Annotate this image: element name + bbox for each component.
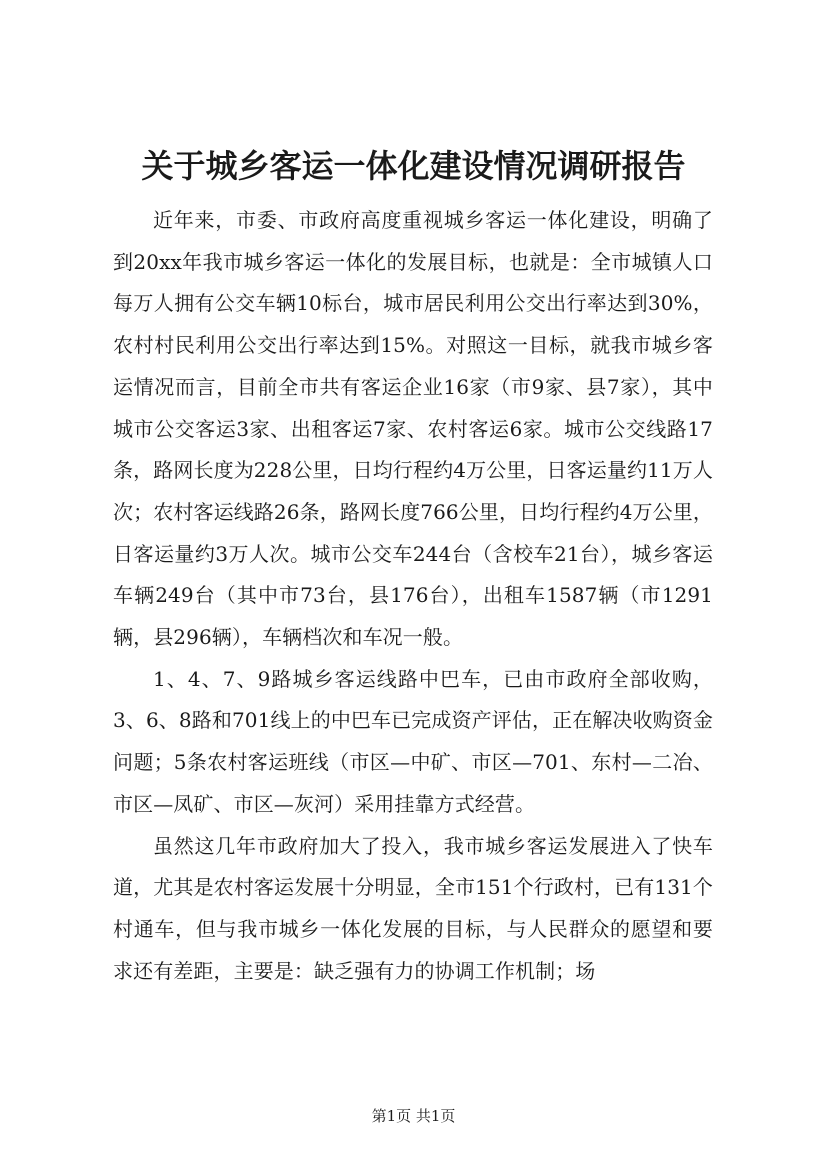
paragraph-2: 1、4、7、9路城乡客运线路中巴车，已由市政府全部收购，3、6、8路和701线上的中巴车已完成资产评估，正在解决收购资金问题；5条农村客运班线（市区—中矿、市区—701、东村—二冶、市区—凤矿、市区—灰河）采用挂靠方式经营。	[113, 666, 713, 816]
document-title: 关于城乡客运一体化建设情况调研报告	[141, 147, 686, 185]
document-body	[113, 200, 713, 992]
paragraph-1: 近年来，市委、市政府高度重视城乡客运一体化建设，明确了到20xx年我市城乡客运一体化的发展目标，也就是：全市城镇人口每万人拥有公交车辆10标台，城市居民利用公交出行率达到30%，农村村民利用公交出行率达到15%。对照这一目标，就我市城乡客运情况而言，目前全市共有客运企业16家（市9家、县7家），其中城市公交客运3家、出租客运7家、农村客运6家。城市公交线路17条，路网长度为228公里，日均行程约4万公里，日客运量约11万人次；农村客运线路26条，路网长度766公里，日均行程约4万公里，日客运量约3万人次。城市公交车244台（含校车21台），城乡客运车辆249台（其中市73台，县176台），出租车1587辆（市1291辆，县296辆），车辆档次和车况一般。	[113, 208, 713, 650]
paragraph-3: 虽然这几年市政府加大了投入，我市城乡客运发展进入了快车道，尤其是农村客运发展十分明显，全市151个行政村，已有131个村通车，但与我市城乡一体化发展的目标，与人民群众的愿望和要求还有差距，主要是：缺乏强有力的协调工作机制；场	[113, 833, 713, 983]
page-number-footer: 第1页 共1页	[371, 1107, 456, 1125]
